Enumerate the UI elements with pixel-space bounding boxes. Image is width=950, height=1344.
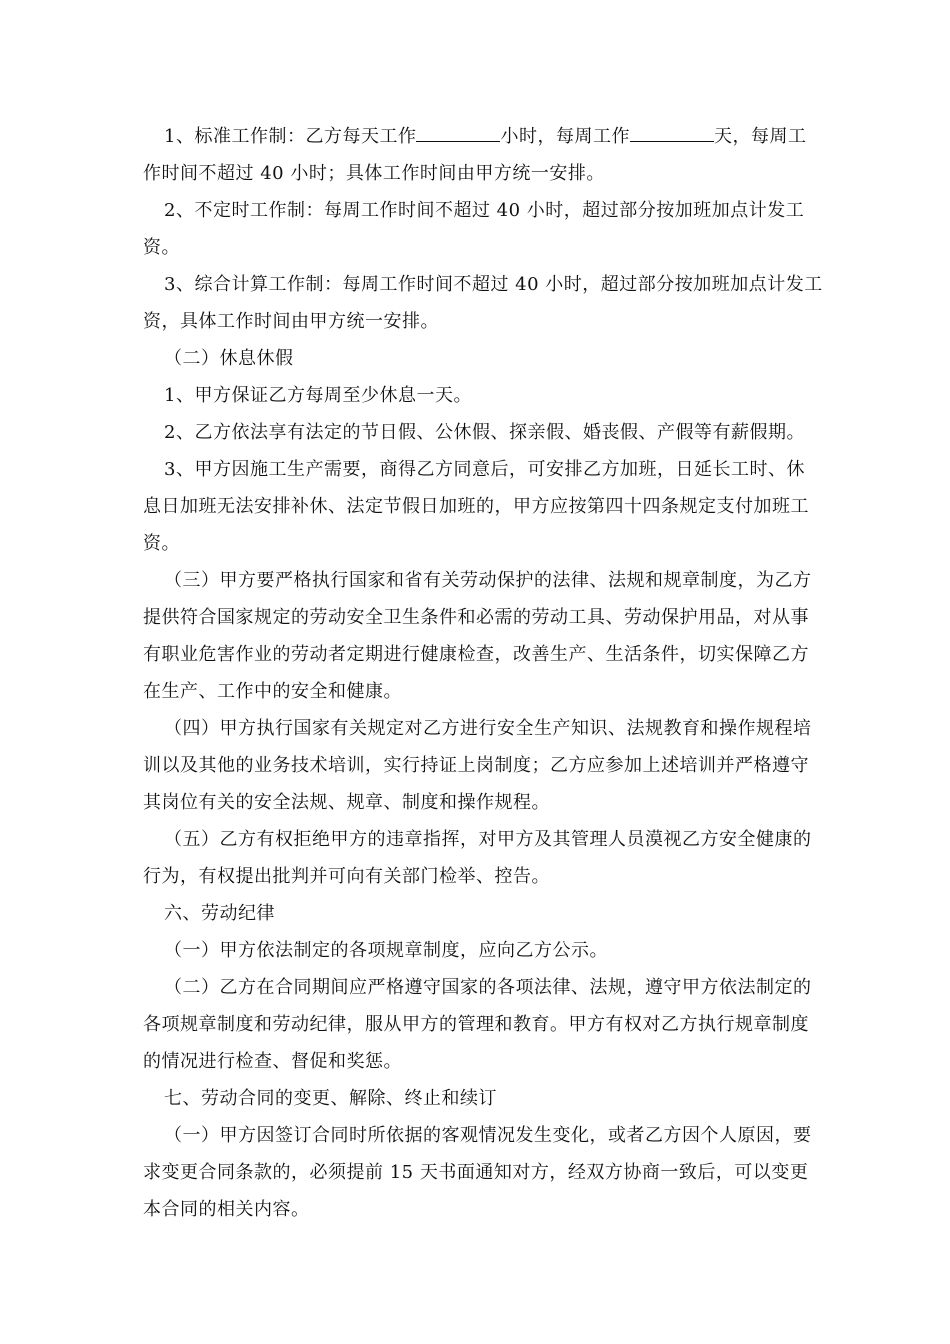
paragraph-comprehensive-work-system: 3、综合计算工作制：每周工作时间不超过 40 小时，超过部分按加班加点计发工资，具体工作时间由甲方统一安排。 <box>143 274 823 332</box>
clause-text: 1、标准工作制：乙方每天工作 <box>164 126 417 147</box>
paragraph-contract-modification: （一）甲方因签订合同时所依据的客观情况发生变化，或者乙方因个人原因，要求变更合同条款的，必须提前 15 天书面通知对方，经双方协商一致后，可以变更本合同的相关内容。 <box>143 1125 812 1220</box>
daily-hours-blank[interactable] <box>416 125 500 142</box>
paragraph-standard-work-system <box>143 118 823 192</box>
paragraph-rules-publicized: （一）甲方依法制定的各项规章制度，应向乙方公示。 <box>164 940 608 961</box>
clause-text: 天，每周工作时间不超过 40 小时；具体工作时间由甲方统一安排。 <box>143 126 807 184</box>
paragraph-flexible-work-system: 2、不定时工作制：每周工作时间不超过 40 小时，超过部分按加班加点计发工资。 <box>143 200 805 258</box>
paragraph-refuse-violations: （五）乙方有权拒绝甲方的违章指挥，对甲方及其管理人员漠视乙方安全健康的行为，有权提出批判并可向有关部门检举、控告。 <box>143 829 812 887</box>
weekly-days-blank[interactable] <box>630 125 714 142</box>
paragraph-paid-leave: 2、乙方依法享有法定的节日假、公休假、探亲假、婚丧假、产假等有薪假期。 <box>164 422 805 443</box>
heading-labor-discipline: 六、劳动纪律 <box>164 903 275 924</box>
paragraph-overtime: 3、甲方因施工生产需要，商得乙方同意后，可安排乙方加班，日延长工时、休息日加班无法安排补休、法定节假日加班的，甲方应按第四十四条规定支付加班工资。 <box>143 459 809 554</box>
heading-contract-changes: 七、劳动合同的变更、解除、终止和续订 <box>164 1088 497 1109</box>
paragraph-labor-protection: （三）甲方要严格执行国家和省有关劳动保护的法律、法规和规章制度，为乙方提供符合国家规定的劳动安全卫生条件和必需的劳动工具、劳动保护用品，对从事有职业危害作业的劳动者定期进行健康检查，改善生产、生活条件，切实保障乙方在生产、工作中的安全和健康。 <box>143 570 812 702</box>
clause-text: 小时，每周工作 <box>500 126 630 147</box>
paragraph-obey-rules: （二）乙方在合同期间应严格遵守国家的各项法律、法规，遵守甲方依法制定的各项规章制度和劳动纪律，服从甲方的管理和教育。甲方有权对乙方执行规章制度的情况进行检查、督促和奖惩。 <box>143 977 812 1072</box>
heading-rest-and-leave: （二）休息休假 <box>164 348 294 369</box>
paragraph-weekly-rest: 1、甲方保证乙方每周至少休息一天。 <box>164 385 472 406</box>
paragraph-safety-training: （四）甲方执行国家有关规定对乙方进行安全生产知识、法规教育和操作规程培训以及其他的业务技术培训，实行持证上岗制度；乙方应参加上述培训并严格遵守其岗位有关的安全法规、规章、制度和操作规程。 <box>143 718 812 813</box>
document-body <box>143 118 823 1228</box>
